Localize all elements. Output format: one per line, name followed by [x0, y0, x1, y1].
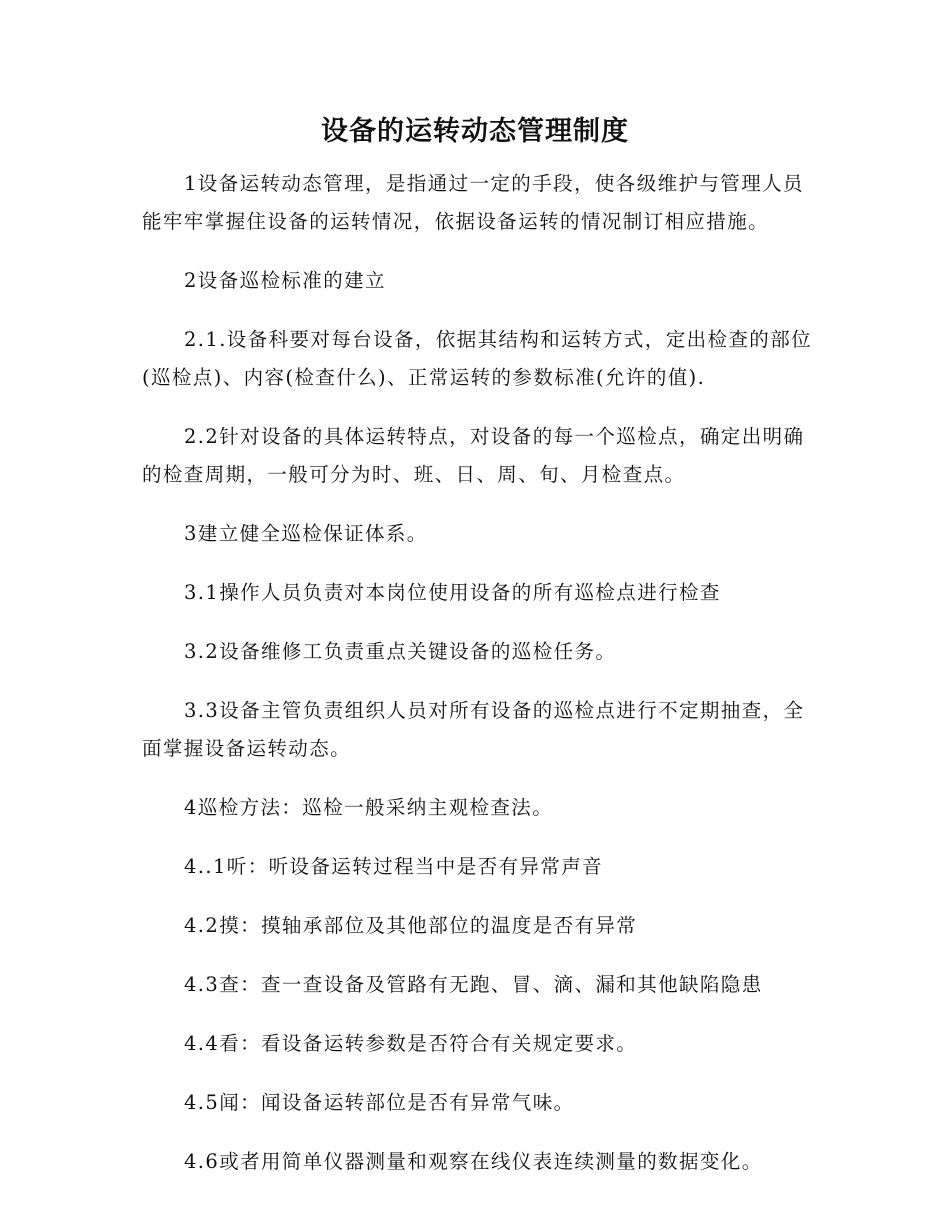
paragraph-2-2: 2.2针对设备的具体运转特点，对设备的每一个巡检点，确定出明确的检查周期，一般可分为时、班、日、周、旬、月检查点。 [142, 425, 805, 486]
paragraph-4-4: 4.4看：看设备运转参数是否符合有关规定要求。 [184, 1032, 638, 1055]
paragraph-4: 4巡检方法：巡检一般采纳主观检查法。 [184, 796, 554, 819]
paragraph-1: 1设备运转动态管理，是指通过一定的手段，使各级维护与管理人员能牢牢掌握住设备的运转情况，依据设备运转的情况制订相应措施。 [142, 172, 804, 233]
paragraph-3: 3建立健全巡检保证体系。 [184, 522, 428, 545]
paragraph-4-6: 4.6或者用简单仪器测量和观察在线仪表连续测量的数据变化。 [184, 1150, 763, 1173]
document-body [142, 165, 812, 1202]
document-title: 设备的运转动态管理制度 [321, 116, 629, 147]
paragraph-3-1: 3.1操作人员负责对本岗位使用设备的所有巡检点进行检查 [184, 581, 721, 604]
paragraph-3-3: 3.3设备主管负责组织人员对所有设备的巡检点进行不定期抽查，全面掌握设备运转动态。 [142, 699, 805, 760]
paragraph-4-5: 4.5闻：闻设备运转部位是否有异常气味。 [184, 1091, 575, 1114]
paragraph-3-2: 3.2设备维修工负责重点关键设备的巡检任务。 [184, 640, 617, 663]
paragraph-2-1: 2.1.设备科要对每台设备，依据其结构和运转方式，定出检查的部位(巡检点)、内容(检查什么)、正常运转的参数标准(允许的值). [142, 328, 813, 389]
paragraph-4-3: 4.3查：查一查设备及管路有无跑、冒、滴、漏和其他缺陷隐患 [184, 973, 763, 996]
paragraph-4-2: 4.2摸：摸轴承部位及其他部位的温度是否有异常 [184, 914, 638, 937]
paragraph-4-1: 4..1听：听设备运转过程当中是否有异常声音 [184, 855, 604, 878]
paragraph-2: 2设备巡检标准的建立 [184, 269, 386, 292]
